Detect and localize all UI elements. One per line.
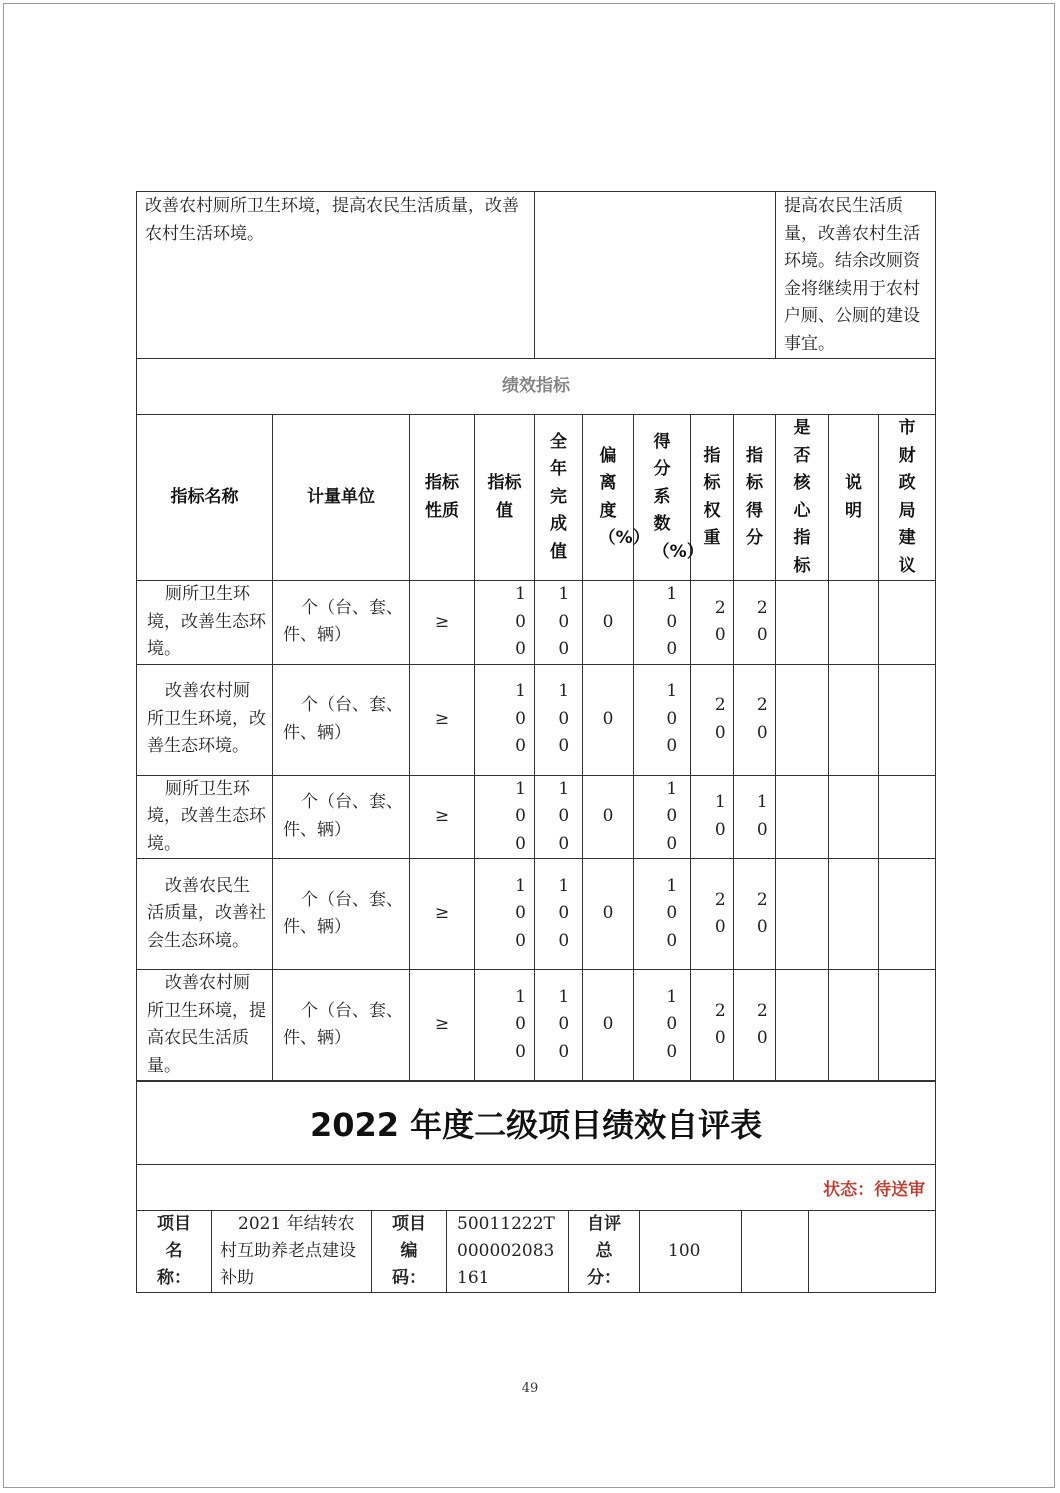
summary-row — [137, 192, 936, 359]
indicator-nature: ≥ — [410, 775, 475, 859]
indicator-advice — [879, 581, 936, 665]
indicator-nature: ≥ — [410, 859, 475, 970]
indicator-advice — [879, 859, 936, 970]
project-name-label: 项目名称： — [137, 1211, 212, 1293]
header-row — [137, 415, 936, 581]
indicator-coef: 100 — [634, 970, 691, 1081]
indicator-weight: 20 — [691, 664, 734, 775]
indicator-unit: 个（台、套、件、辆） — [273, 775, 410, 859]
indicator-weight: 20 — [691, 970, 734, 1081]
indicator-nature: ≥ — [410, 970, 475, 1081]
header-advice: 市财政局建议 — [879, 415, 936, 581]
indicator-complete: 100 — [535, 664, 583, 775]
indicator-note — [829, 664, 879, 775]
indicator-coef: 100 — [634, 664, 691, 775]
indicator-name: 厕所卫生环境，改善生态环境。 — [137, 581, 273, 665]
summary-cell-3: 提高农民生活质量，改善农村生活环境。结余改厕资金将继续用于农村户厕、公厕的建设事宜。 — [776, 192, 936, 359]
table-row — [137, 859, 936, 970]
project-info-row — [137, 1211, 936, 1293]
header-value: 指标值 — [475, 415, 535, 581]
indicator-core — [776, 581, 829, 665]
indicator-note — [829, 581, 879, 665]
self-evaluation-table — [136, 1081, 936, 1293]
indicator-nature: ≥ — [410, 664, 475, 775]
header-note: 说明 — [829, 415, 879, 581]
indicator-complete: 100 — [535, 775, 583, 859]
indicator-value: 100 — [475, 581, 535, 665]
indicator-unit: 个（台、套、件、辆） — [273, 859, 410, 970]
indicator-advice — [879, 664, 936, 775]
indicator-value: 100 — [475, 664, 535, 775]
indicator-unit: 个（台、套、件、辆） — [273, 970, 410, 1081]
table-row — [137, 664, 936, 775]
indicator-deviation: 0 — [583, 664, 634, 775]
indicator-unit: 个（台、套、件、辆） — [273, 664, 410, 775]
header-indicator-name: 指标名称 — [137, 415, 273, 581]
page-number: 49 — [521, 1381, 539, 1396]
indicator-complete: 100 — [535, 859, 583, 970]
indicator-coef: 100 — [634, 581, 691, 665]
section-title: 绩效指标 — [137, 359, 936, 415]
indicator-deviation: 0 — [583, 970, 634, 1081]
indicator-name: 改善农村厕所卫生环境，提高农民生活质量。 — [137, 970, 273, 1081]
status-badge: 状态：待送审 — [137, 1165, 936, 1211]
indicator-score: 20 — [734, 664, 776, 775]
indicator-advice — [879, 775, 936, 859]
project-code-value: 50011222T000002083161 — [447, 1211, 569, 1293]
indicator-score: 20 — [734, 970, 776, 1081]
project-name-value: 2021 年结转农村互助养老点建设补助 — [212, 1211, 372, 1293]
indicator-deviation: 0 — [583, 859, 634, 970]
summary-cell-1: 改善农村厕所卫生环境，提高农民生活质量，改善农村生活环境。 — [137, 192, 535, 359]
summary-cell-2 — [535, 192, 776, 359]
header-core: 是否核心指标 — [776, 415, 829, 581]
indicator-deviation: 0 — [583, 581, 634, 665]
indicator-score: 20 — [734, 581, 776, 665]
indicator-note — [829, 859, 879, 970]
indicator-weight: 10 — [691, 775, 734, 859]
indicator-value: 100 — [475, 775, 535, 859]
table-row — [137, 970, 936, 1081]
indicator-weight: 20 — [691, 859, 734, 970]
indicator-unit: 个（台、套、件、辆） — [273, 581, 410, 665]
header-nature: 指标性质 — [410, 415, 475, 581]
indicator-coef: 100 — [634, 859, 691, 970]
indicator-name: 改善农村厕所卫生环境，改善生态环境。 — [137, 664, 273, 775]
indicator-complete: 100 — [535, 970, 583, 1081]
total-score-value: 100 — [640, 1211, 742, 1293]
header-unit: 计量单位 — [273, 415, 410, 581]
indicator-name: 改善农民生活质量，改善社会生态环境。 — [137, 859, 273, 970]
indicator-score: 10 — [734, 775, 776, 859]
indicator-note — [829, 775, 879, 859]
empty-cell — [742, 1211, 809, 1293]
indicator-coef: 100 — [634, 775, 691, 859]
indicator-core — [776, 664, 829, 775]
indicator-core — [776, 775, 829, 859]
indicator-value: 100 — [475, 859, 535, 970]
table-row — [137, 775, 936, 859]
indicator-deviation: 0 — [583, 775, 634, 859]
indicator-advice — [879, 970, 936, 1081]
indicator-value: 100 — [475, 970, 535, 1081]
indicator-weight: 20 — [691, 581, 734, 665]
empty-cell — [809, 1211, 936, 1293]
table-row — [137, 581, 936, 665]
project-code-label: 项目编码： — [372, 1211, 447, 1293]
indicator-core — [776, 859, 829, 970]
indicator-nature: ≥ — [410, 581, 475, 665]
indicator-name: 厕所卫生环境，改善生态环境。 — [137, 775, 273, 859]
total-score-label: 自评总分： — [569, 1211, 640, 1293]
indicator-core — [776, 970, 829, 1081]
header-complete: 全年完成值 — [535, 415, 583, 581]
indicator-complete: 100 — [535, 581, 583, 665]
indicator-score: 20 — [734, 859, 776, 970]
performance-table — [136, 191, 936, 1081]
indicator-note — [829, 970, 879, 1081]
header-deviation: 偏离度（%） — [583, 415, 634, 581]
header-coef: 得分系数（%） — [634, 415, 691, 581]
page-title: 2022 年度二级项目绩效自评表 — [137, 1082, 936, 1165]
header-weight: 指标权重 — [691, 415, 734, 581]
header-score: 指标得分 — [734, 415, 776, 581]
